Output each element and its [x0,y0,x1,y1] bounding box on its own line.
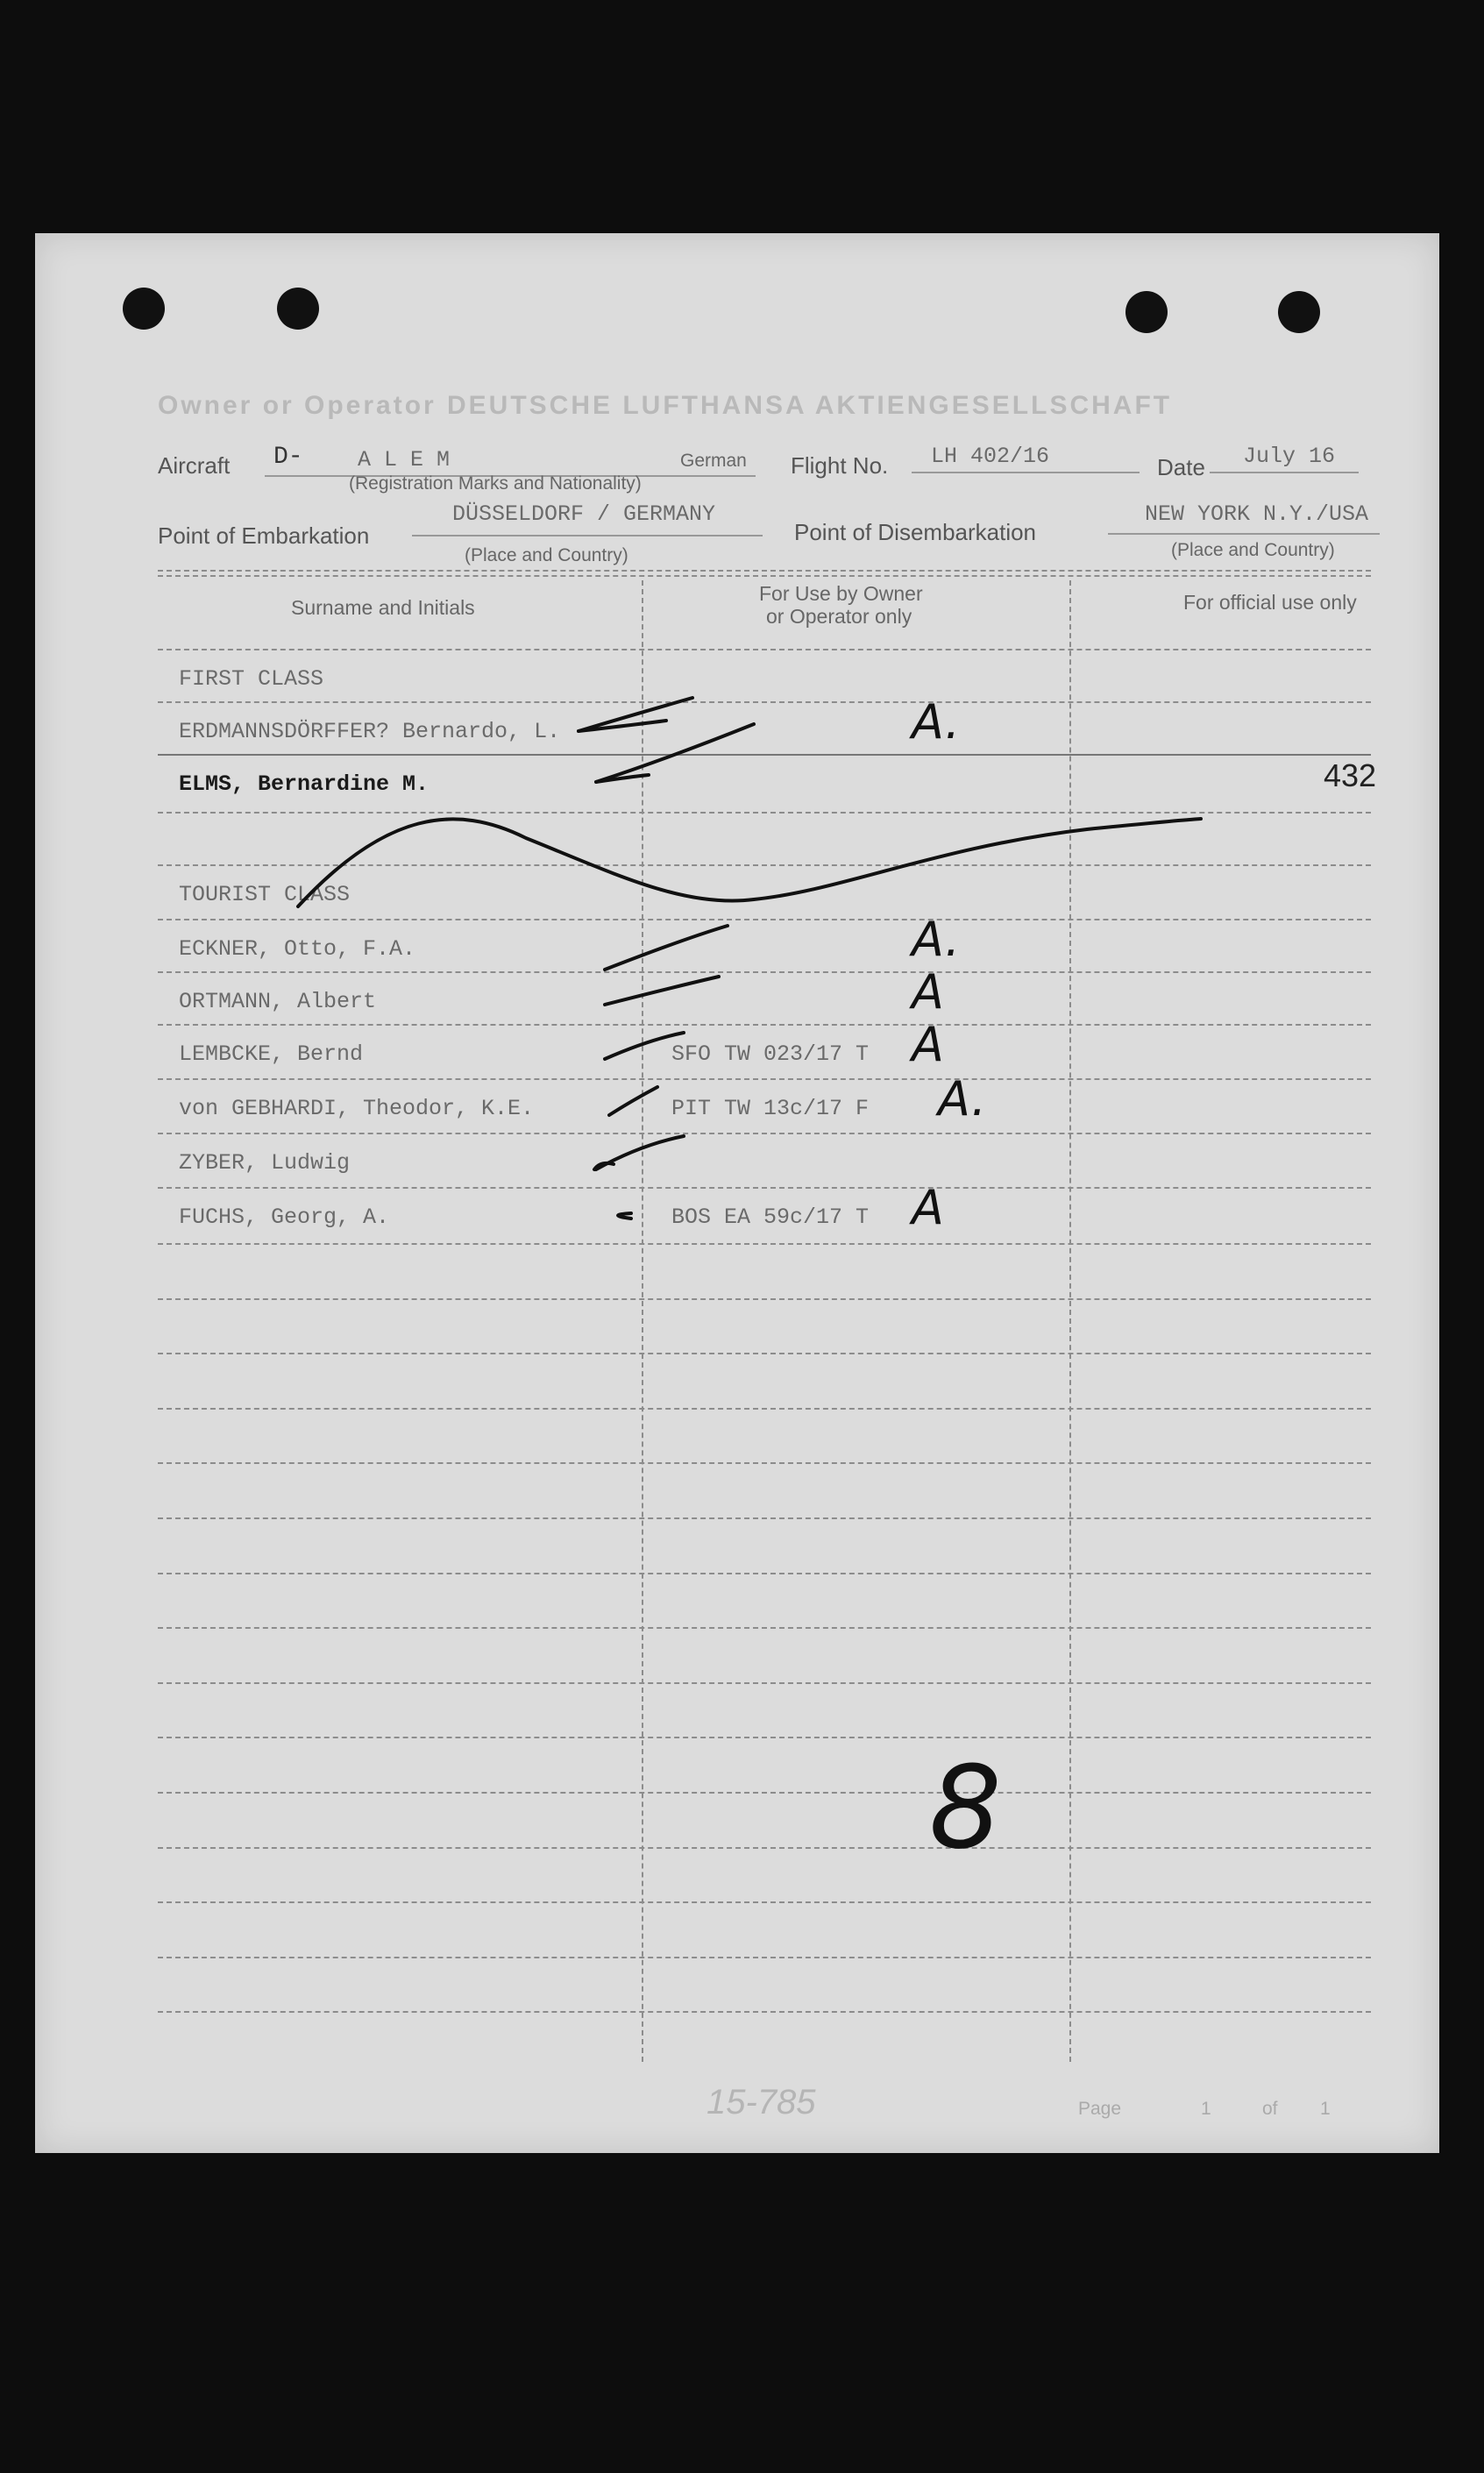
col-official: For official use only [1183,591,1357,614]
date-value: July 16 [1243,444,1336,469]
date-label: Date [1157,454,1205,480]
handwritten-mark: A. [938,1071,987,1126]
owner-use-cell: PIT TW 13c/17 F [671,1096,870,1121]
handwritten-marks [35,233,1439,2153]
handwritten-mark: A [912,1180,944,1235]
handwritten-mark: A. [912,912,961,967]
page-total: 1 [1320,2099,1331,2119]
col-surname: Surname and Initials [291,596,475,619]
passenger-name: FUCHS, Georg, A. [179,1205,390,1230]
page-of: of [1262,2099,1278,2119]
col-owner-line2: or Operator only [766,605,912,628]
aircraft-label: Aircraft [158,452,231,479]
official-use-cell: 432 [1324,757,1377,793]
page-number: 1 [1201,2099,1211,2119]
passenger-name: von GEBHARDI, Theodor, K.E. [179,1096,535,1121]
handwritten-mark: A [912,1017,944,1072]
passenger-name: FIRST CLASS [179,666,324,692]
passenger-name: ERDMANNSDÖRFFER? Bernardo, L. [179,719,561,744]
col-owner-line1: For Use by Owner [759,582,923,605]
embark-value: DÜSSELDORF / GERMANY [452,501,716,527]
owner-use-cell: SFO TW 023/17 T [671,1041,870,1067]
disembark-caption: (Place and Country) [1171,540,1335,560]
passenger-name: ORTMANN, Albert [179,989,377,1014]
manifest-sheet [35,233,1439,2153]
passenger-name: ELMS, Bernardine M. [179,771,430,797]
passenger-name: LEMBCKE, Bernd [179,1041,364,1067]
aircraft-marks: D- [273,444,303,471]
handwritten-mark: A. [912,694,961,750]
embark-caption: (Place and Country) [465,545,628,565]
owner-label: Owner or Operator [158,391,437,420]
footer-number: 15-785 [706,2083,816,2121]
handwritten-mark: A [912,964,944,1020]
page-label: Page [1078,2099,1122,2119]
disembark-label: Point of Disembarkation [794,519,1037,545]
disembark-value: NEW YORK N.Y./USA [1145,501,1369,527]
registration-caption: (Registration Marks and Nationality) [349,473,642,494]
owner-use-cell: BOS EA 59c/17 T [671,1205,870,1230]
passenger-name: TOURIST CLASS [179,882,351,907]
passenger-name: ECKNER, Otto, F.A. [179,936,416,962]
handwritten-count: 8 [929,1741,1002,1874]
passenger-name: ZYBER, Ludwig [179,1150,351,1176]
flight-label: Flight No. [791,452,889,479]
flight-value: LH 402/16 [931,444,1050,469]
embark-label: Point of Embarkation [158,522,370,549]
owner-value: DEUTSCHE LUFTHANSA AKTIENGESELLSCHAFT [447,391,1173,420]
nationality-word: German [680,451,747,471]
aircraft-code: A L E M [358,447,451,473]
